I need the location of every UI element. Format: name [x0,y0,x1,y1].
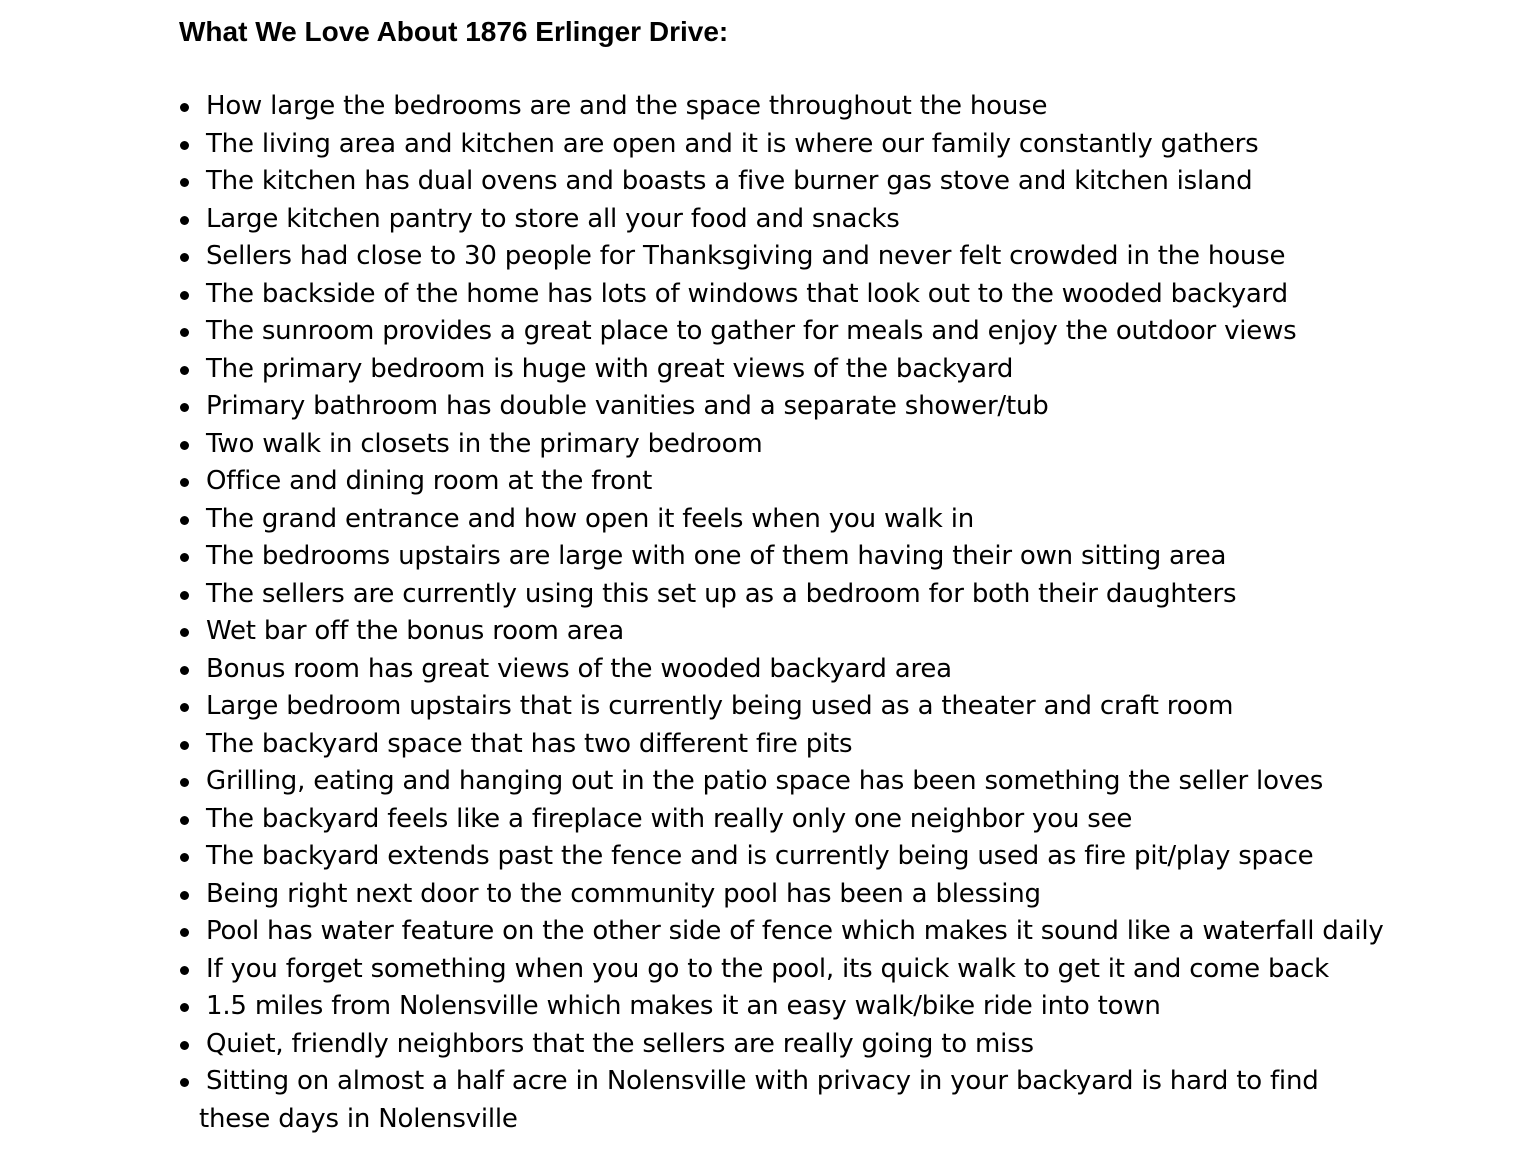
bullet-icon [180,253,189,262]
list-item [179,613,1479,651]
list-item [179,388,1479,426]
list-item [179,276,1479,314]
list-item-text: The grand entrance and how open it feels when you walk in [206,503,974,534]
list-item [179,1063,1479,1138]
bullet-icon [180,816,189,825]
list-item-text: Large bedroom upstairs that is currently being used as a theater and craft room [206,691,1234,721]
list-item [179,538,1479,576]
list-item-text: Bonus room has great views of the wooded backyard area [206,653,952,684]
list-item-text: Primary bathroom has double vanities and a separate shower/tub [206,391,1049,421]
list-item [179,838,1479,876]
list-item [179,88,1479,126]
bullet-icon [180,666,189,675]
list-item-text: If you forget something when you go to the pool, its quick walk to get it and come back [206,953,1330,984]
bullet-icon [180,891,189,900]
list-item [179,876,1479,914]
list-item [179,313,1479,351]
list-item-text: Wet bar off the bonus room area [206,616,624,646]
bullet-icon [180,703,189,712]
list-item-text: 1.5 miles from Nolensville which makes it an easy walk/bike ride into town [206,991,1161,1021]
list-item [179,201,1479,239]
list-item [179,688,1479,726]
list-item-text: Two walk in closets in the primary bedroom [206,428,763,459]
list-item-text: The kitchen has dual ovens and boasts a five burner gas stove and kitchen island [206,166,1253,196]
bullet-icon [180,1003,189,1012]
bullet-icon [180,141,189,150]
document [179,14,1479,1138]
list-item [179,126,1479,164]
list-item-text: Sellers had close to 30 people for Thanksgiving and never felt crowded in the house [206,241,1286,271]
bullet-icon [180,366,189,375]
document-title: What We Love About 1876 Erlinger Drive: [179,16,729,47]
bullet-icon [180,103,189,112]
bullet-icon [180,216,189,225]
list-item-text: Pool has water feature on the other side of fence which makes it sound like a waterfall daily [206,916,1384,946]
list-item [179,576,1479,614]
bullet-icon [180,741,189,750]
list-item [179,463,1479,501]
list-item-text: The backside of the home has lots of windows that look out to the wooded backyard [206,278,1288,309]
list-item-text: The sellers are currently using this set up as a bedroom for both their daughters [206,578,1237,609]
list-item-text: Office and dining room at the front [206,466,653,496]
list-item-text-continued: these days in Nolensville [199,1103,518,1134]
list-item-text: The backyard feels like a fireplace with really only one neighbor you see [206,803,1133,834]
list-item-text: Large kitchen pantry to store all your food and snacks [206,203,900,234]
bullet-icon [180,853,189,862]
bullet-icon [180,1041,189,1050]
bullet-icon [180,778,189,787]
list-item [179,1026,1479,1064]
list-item-text: The sunroom provides a great place to gather for meals and enjoy the outdoor views [206,316,1297,346]
bullet-icon [180,628,189,637]
list-item [179,988,1479,1026]
list-item [179,501,1479,539]
list-item-text: The primary bedroom is huge with great views of the backyard [206,353,1014,384]
list-item [179,426,1479,464]
list-item-text: The backyard space that has two different fire pits [206,728,853,759]
bullet-icon [180,1078,189,1087]
list-item [179,801,1479,839]
list-item [179,951,1479,989]
bullet-icon [180,178,189,187]
list-item-text: Sitting on almost a half acre in Nolensville with privacy in your backyard is hard to find [206,1066,1319,1096]
bullet-icon [180,403,189,412]
list-item [179,651,1479,689]
bullet-icon [180,328,189,337]
bullet-icon [180,928,189,937]
bullet-icon [180,441,189,450]
bullet-icon [180,516,189,525]
list-item-text: The backyard extends past the fence and is currently being used as fire pit/play space [206,841,1314,871]
list-item [179,763,1479,801]
bullet-icon [180,591,189,600]
list-item-text: Being right next door to the community pool has been a blessing [206,878,1041,909]
list-item [179,726,1479,764]
bullet-icon [180,966,189,975]
list-item-text: Quiet, friendly neighbors that the sellers are really going to miss [206,1028,1034,1059]
list-item-text: The living area and kitchen are open and it is where our family constantly gathers [206,128,1259,159]
list-item [179,238,1479,276]
bullet-icon [180,478,189,487]
list-item [179,163,1479,201]
list-item-text: The bedrooms upstairs are large with one of them having their own sitting area [206,541,1227,571]
list-item [179,913,1479,951]
bullet-icon [180,291,189,300]
list-item-text: Grilling, eating and hanging out in the patio space has been something the seller loves [206,766,1324,796]
list-item [179,351,1479,389]
bullet-icon [180,553,189,562]
list-item-text: How large the bedrooms are and the space throughout the house [206,91,1048,121]
feature-list [179,88,1479,1138]
